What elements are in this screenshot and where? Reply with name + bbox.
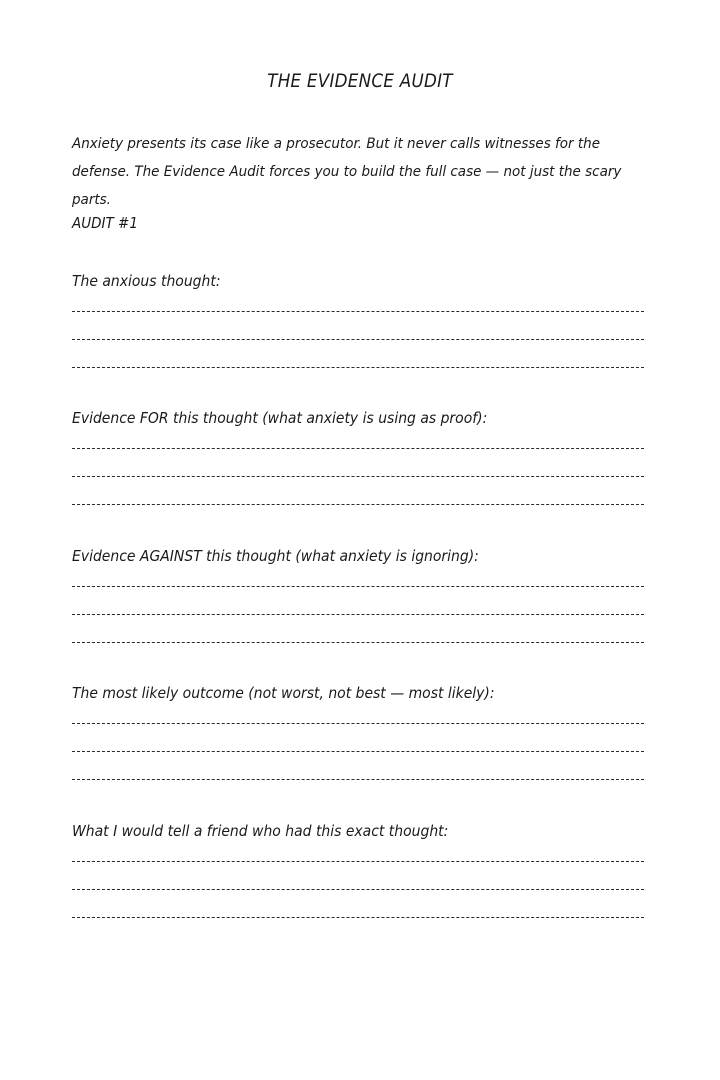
section-friend-advice xyxy=(72,820,644,918)
section-prompt: What I would tell a friend who had this exact thought: xyxy=(72,822,449,840)
answer-line[interactable] xyxy=(72,367,644,368)
answer-line[interactable] xyxy=(72,476,644,477)
answer-line[interactable] xyxy=(72,723,644,724)
answer-line[interactable] xyxy=(72,889,644,890)
answer-line[interactable] xyxy=(72,861,644,862)
answer-line[interactable] xyxy=(72,751,644,752)
section-anxious-thought xyxy=(72,270,644,368)
audit-label: AUDIT #1 xyxy=(72,214,138,232)
answer-line[interactable] xyxy=(72,642,644,643)
section-prompt: Evidence AGAINST this thought (what anxiety is ignoring): xyxy=(72,547,479,565)
answer-line[interactable] xyxy=(72,339,644,340)
section-prompt: The anxious thought: xyxy=(72,272,221,290)
answer-line[interactable] xyxy=(72,917,644,918)
answer-line[interactable] xyxy=(72,311,644,312)
section-evidence-for xyxy=(72,407,644,505)
answer-line[interactable] xyxy=(72,779,644,780)
section-likely-outcome xyxy=(72,682,644,780)
section-prompt: Evidence FOR this thought (what anxiety is using as proof): xyxy=(72,409,488,427)
answer-line[interactable] xyxy=(72,448,644,449)
section-evidence-against xyxy=(72,545,644,643)
worksheet-title: THE EVIDENCE AUDIT xyxy=(267,70,453,92)
answer-line[interactable] xyxy=(72,586,644,587)
answer-line[interactable] xyxy=(72,614,644,615)
intro-paragraph: Anxiety presents its case like a prosecutor. But it never calls witnesses for the defense. The Evidence Audit forces you to build the full case — not just the scary parts. xyxy=(72,136,622,208)
answer-line[interactable] xyxy=(72,504,644,505)
section-prompt: The most likely outcome (not worst, not best — most likely): xyxy=(72,684,495,702)
